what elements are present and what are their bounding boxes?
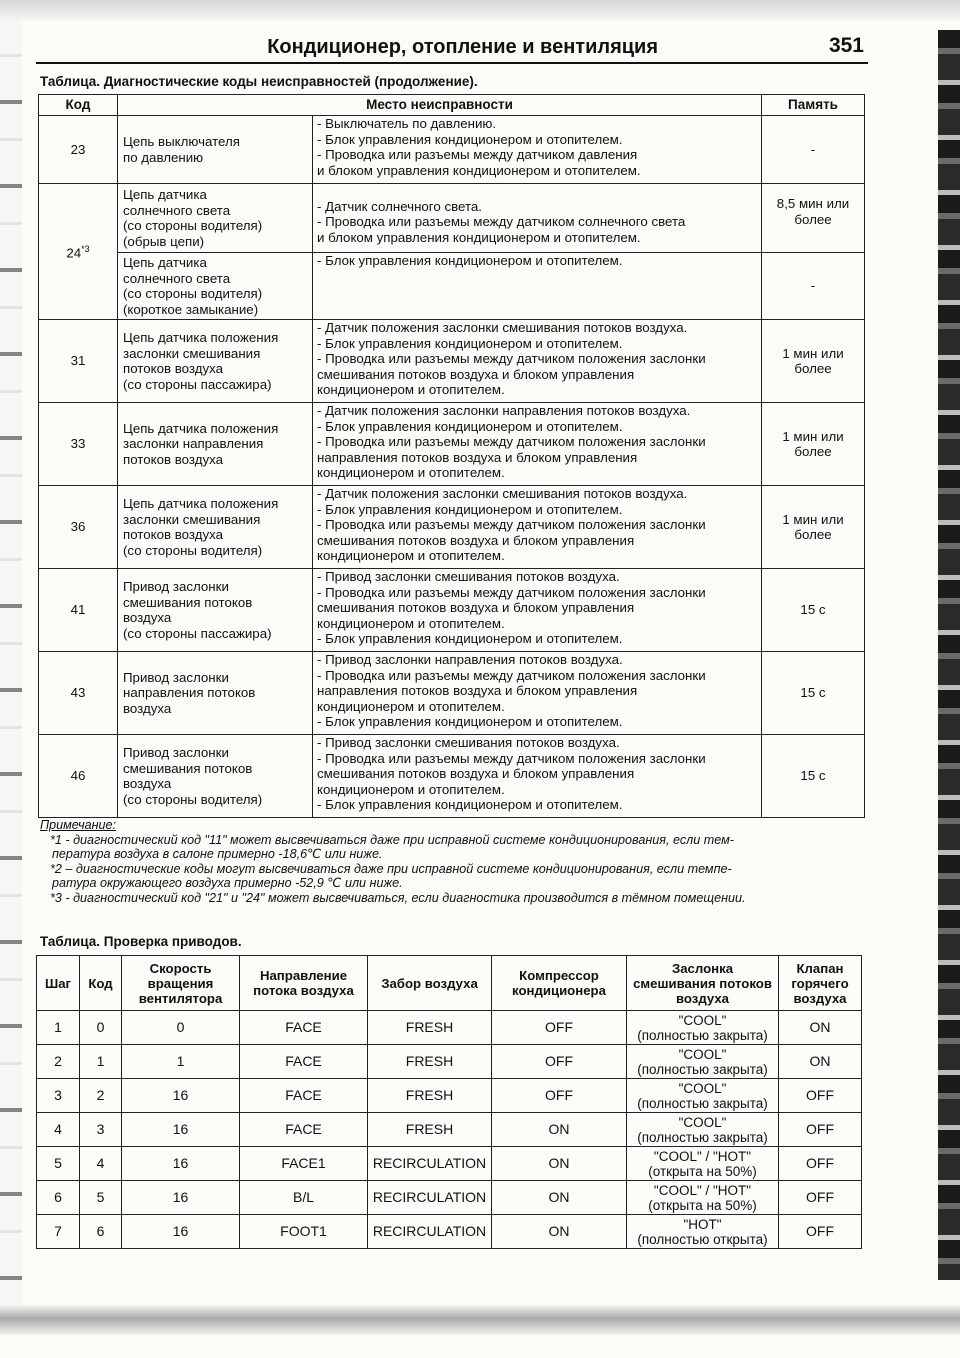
drive-compressor: ON — [492, 1181, 627, 1215]
drive-fan: 1 — [122, 1045, 240, 1079]
fault-locations — [313, 486, 762, 569]
drive-damper — [627, 1113, 779, 1147]
damper-line: "COOL" / "HOT" — [653, 1182, 752, 1198]
circuit-line: направления потоков — [123, 685, 256, 701]
location-line: кондиционером и отопителем. — [317, 465, 505, 480]
column-header: Заслонка смешивания потоков воздуха — [627, 956, 779, 1011]
fault-code — [39, 569, 118, 652]
fault-memory — [762, 403, 865, 486]
fault-circuit — [118, 569, 313, 652]
drive-row — [37, 1181, 862, 1215]
drive-damper — [627, 1215, 779, 1249]
fault-memory — [762, 486, 865, 569]
circuit-line: заслонки смешивания — [123, 511, 261, 527]
circuit-line: Цепь датчика — [123, 255, 207, 270]
drive-step: 5 — [37, 1147, 80, 1181]
circuit-line: (обрыв цепи) — [123, 233, 205, 249]
circuit-line: Цепь датчика положения — [123, 330, 279, 345]
fault-row — [39, 486, 865, 569]
drive-fan: 16 — [122, 1113, 240, 1147]
fault-row — [39, 403, 865, 486]
fault-locations — [313, 116, 762, 184]
scan-left-edge — [0, 20, 22, 1310]
memory-value: 8,5 мин или более — [776, 196, 850, 227]
memory-value: 1 мин или более — [782, 511, 844, 542]
circuit-line: смешивания потоков — [123, 760, 253, 776]
drive-intake: FRESH — [368, 1045, 492, 1079]
fault-locations — [313, 569, 762, 652]
location-line: кондиционером и отопителем. — [317, 781, 505, 797]
fault-table-header — [39, 95, 865, 116]
drive-damper — [627, 1181, 779, 1215]
column-header: Компрессор кондиционера — [492, 956, 627, 1011]
location-line: - Проводка или разъемы между датчиком положения заслонки — [317, 584, 706, 600]
drive-row — [37, 1147, 862, 1181]
location-line: кондиционером и отопителем. — [317, 698, 505, 714]
circuit-line: (со стороны водителя) — [123, 218, 263, 233]
drive-intake: FRESH — [368, 1011, 492, 1045]
location-line: - Выключатель по давлению. — [317, 116, 497, 131]
column-header: Место неисправности — [118, 95, 762, 116]
drive-flow: FACE — [240, 1045, 368, 1079]
drive-intake: RECIRCULATION — [368, 1147, 492, 1181]
fault-table-caption: Таблица. Диагностические коды неисправностей (продолжение). — [40, 74, 478, 89]
fault-code-value: 33 — [70, 436, 86, 452]
location-line: - Датчик солнечного света. — [317, 198, 483, 214]
drive-intake: FRESH — [368, 1113, 492, 1147]
circuit-line: Цепь датчика — [123, 187, 207, 202]
fault-code-value: 36 — [70, 519, 86, 535]
location-line: кондиционером и отопителем. — [317, 548, 505, 563]
location-line: и блоком управления кондиционером и отопителем. — [317, 162, 641, 178]
fault-circuit — [118, 320, 313, 403]
fault-row — [39, 253, 865, 320]
note-line: пература воздуха в салоне примерно -18,6℃ или ниже. — [52, 847, 383, 861]
page-title: Кондиционер, отопление и вентиляция — [267, 36, 658, 58]
drive-flow: B/L — [240, 1181, 368, 1215]
drive-intake: RECIRCULATION — [368, 1215, 492, 1249]
circuit-line: (со стороны водителя) — [123, 791, 263, 807]
location-line: - Блок управления кондиционером и отопителем. — [317, 797, 623, 812]
circuit-line: Цепь датчика положения — [123, 496, 279, 511]
drive-flow: FOOT1 — [240, 1215, 368, 1249]
drive-check-table — [36, 955, 862, 1249]
fault-code — [39, 735, 118, 818]
location-line: - Проводка или разъемы между датчиком давления — [317, 147, 638, 162]
circuit-line: воздуха — [123, 700, 172, 716]
scan-top-edge — [0, 0, 960, 20]
location-line: - Проводка или разъемы между датчиком положения заслонки — [317, 517, 706, 532]
drive-valve: OFF — [779, 1079, 862, 1113]
drive-step: 3 — [37, 1079, 80, 1113]
circuit-line: (со стороны водителя) — [123, 286, 263, 301]
drive-flow: FACE — [240, 1079, 368, 1113]
drive-step: 2 — [37, 1045, 80, 1079]
location-line: - Датчик положения заслонки смешивания потоков воздуха. — [317, 320, 688, 335]
fault-code-value: 46 — [70, 768, 86, 784]
drive-code: 5 — [80, 1181, 122, 1215]
circuit-line: потоков воздуха — [123, 527, 224, 542]
drive-compressor: OFF — [492, 1045, 627, 1079]
drive-step: 6 — [37, 1181, 80, 1215]
column-header: Забор воздуха — [368, 956, 492, 1011]
drive-fan: 16 — [122, 1147, 240, 1181]
fault-memory — [762, 652, 865, 735]
fault-row — [39, 569, 865, 652]
location-line: - Привод заслонки направления потоков воздуха. — [317, 652, 623, 667]
damper-line: (полностью закрыта) — [637, 1061, 768, 1077]
drive-compressor: OFF — [492, 1011, 627, 1045]
fault-circuit — [118, 486, 313, 569]
drive-damper — [627, 1147, 779, 1181]
fault-row — [39, 652, 865, 735]
damper-line: "COOL" / "HOT" — [653, 1148, 752, 1164]
circuit-line: (короткое замыкание) — [123, 301, 259, 317]
location-line: - Датчик положения заслонки смешивания потоков воздуха. — [317, 486, 688, 501]
damper-line: (полностью закрыта) — [637, 1129, 768, 1145]
fault-row — [39, 735, 865, 818]
circuit-line: солнечного света — [123, 202, 231, 218]
drive-valve: OFF — [779, 1147, 862, 1181]
location-line: - Блок управления кондиционером и отопителем. — [317, 631, 623, 646]
circuit-line: воздуха — [123, 776, 172, 791]
drive-fan: 16 — [122, 1181, 240, 1215]
drive-compressor: OFF — [492, 1079, 627, 1113]
drive-code: 3 — [80, 1113, 122, 1147]
fault-code — [39, 403, 118, 486]
notes-title: Примечание: — [40, 818, 117, 832]
damper-line: (полностью закрыта) — [637, 1095, 768, 1111]
location-line: и блоком управления кондиционером и отопителем. — [317, 229, 641, 245]
location-line: - Проводка или разъемы между датчиком солнечного света — [317, 214, 686, 230]
drive-fan: 0 — [122, 1011, 240, 1045]
drive-compressor: ON — [492, 1147, 627, 1181]
circuit-line: Привод заслонки — [123, 669, 229, 685]
location-line: смешивания потоков воздуха и блоком управления — [317, 366, 635, 382]
drive-row — [37, 1011, 862, 1045]
column-header: Память — [762, 95, 865, 116]
fault-locations — [313, 253, 762, 320]
drive-compressor: ON — [492, 1215, 627, 1249]
fault-locations — [313, 184, 762, 253]
location-line: - Блок управления кондиционером и отопителем. — [317, 335, 623, 351]
circuit-line: по давлению — [123, 149, 204, 165]
damper-line: (открыта на 50%) — [648, 1163, 757, 1179]
location-line: - Привод заслонки смешивания потоков воздуха. — [317, 569, 620, 584]
fault-circuit — [118, 184, 313, 253]
fault-code-value: 24 — [66, 245, 82, 261]
location-line: направления потоков воздуха и блоком управления — [317, 683, 638, 698]
fault-memory — [762, 116, 865, 184]
drive-code: 0 — [80, 1011, 122, 1045]
drive-step: 1 — [37, 1011, 80, 1045]
memory-value: 1 мин или более — [782, 345, 844, 376]
fault-memory — [762, 569, 865, 652]
damper-line: "COOL" — [678, 1080, 727, 1096]
location-line: смешивания потоков воздуха и блоком управления — [317, 532, 635, 548]
drive-code: 4 — [80, 1147, 122, 1181]
drive-table-header — [37, 956, 862, 1011]
drive-compressor: ON — [492, 1113, 627, 1147]
drive-step: 4 — [37, 1113, 80, 1147]
fault-code-value: 23 — [70, 141, 86, 157]
memory-value: - — [810, 141, 816, 157]
note-line: ратура окружающего воздуха примерно -52,9 ℃ или ниже. — [52, 876, 403, 890]
drive-row — [37, 1215, 862, 1249]
column-header: Шаг — [37, 956, 80, 1011]
drive-table-caption: Таблица. Проверка приводов. — [40, 934, 242, 949]
fault-code — [39, 184, 118, 320]
location-line: кондиционером и отопителем. — [317, 615, 505, 631]
notes-block — [40, 818, 865, 905]
drive-fan: 16 — [122, 1079, 240, 1113]
location-line: кондиционером и отопителем. — [317, 382, 505, 397]
fault-circuit — [118, 253, 313, 320]
circuit-line: смешивания потоков — [123, 594, 253, 610]
damper-line: (полностью открыта) — [637, 1231, 768, 1247]
fault-code-value: 31 — [70, 353, 86, 369]
circuit-line: Цепь выключателя — [123, 134, 240, 149]
location-line: - Проводка или разъемы между датчиком положения заслонки — [317, 351, 706, 366]
circuit-line: Привод заслонки — [123, 745, 229, 760]
circuit-line: (со стороны водителя) — [123, 542, 263, 558]
location-line: - Блок управления кондиционером и отопителем. — [317, 253, 623, 268]
fault-circuit — [118, 735, 313, 818]
location-line: - Блок управления кондиционером и отопителем. — [317, 714, 623, 729]
circuit-line: (со стороны пассажира) — [123, 376, 272, 392]
fault-codes-table — [38, 94, 865, 818]
circuit-line: Привод заслонки — [123, 579, 229, 594]
circuit-line: заслонки направления — [123, 436, 264, 452]
fault-row — [39, 184, 865, 253]
drive-code: 2 — [80, 1079, 122, 1113]
location-line: - Проводка или разъемы между датчиком положения заслонки — [317, 667, 706, 683]
damper-line: "COOL" — [678, 1012, 727, 1028]
location-line: смешивания потоков воздуха и блоком управления — [317, 600, 635, 615]
note-line: *2 – диагностические коды могут высвечиваться даже при исправной системе кондиционирования, если темпе- — [50, 861, 732, 876]
page-number: 351 — [828, 34, 864, 57]
memory-value: 15 с — [800, 685, 826, 701]
circuit-line: (со стороны пассажира) — [123, 625, 272, 641]
column-header: Код — [80, 956, 122, 1011]
damper-line: (полностью закрыта) — [637, 1027, 768, 1043]
drive-valve: OFF — [779, 1113, 862, 1147]
fault-memory — [762, 184, 865, 253]
memory-value: 15 с — [800, 602, 826, 618]
fault-memory — [762, 320, 865, 403]
damper-line: "COOL" — [678, 1114, 727, 1130]
scan-right-edge — [938, 30, 960, 1280]
drive-code: 1 — [80, 1045, 122, 1079]
circuit-line: солнечного света — [123, 270, 231, 286]
fault-code — [39, 652, 118, 735]
fault-memory — [762, 253, 865, 320]
fault-code-value: 41 — [70, 602, 86, 618]
fault-circuit — [118, 403, 313, 486]
page-header — [36, 32, 868, 64]
circuit-line: потоков воздуха — [123, 451, 224, 467]
drive-valve: OFF — [779, 1181, 862, 1215]
drive-code: 6 — [80, 1215, 122, 1249]
drive-flow: FACE — [240, 1113, 368, 1147]
memory-value: - — [810, 278, 816, 294]
location-line: - Блок управления кондиционером и отопителем. — [317, 418, 623, 434]
fault-row — [39, 116, 865, 184]
drive-damper — [627, 1045, 779, 1079]
note-line: *1 - диагностический код "11" может высвечиваться даже при исправной системе кондиционирования, если тем- — [50, 832, 734, 847]
drive-intake: FRESH — [368, 1079, 492, 1113]
fault-circuit — [118, 652, 313, 735]
fault-circuit — [118, 116, 313, 184]
damper-line: "HOT" — [683, 1216, 722, 1232]
location-line: смешивания потоков воздуха и блоком управления — [317, 766, 635, 781]
circuit-line: Цепь датчика положения — [123, 420, 279, 436]
damper-line: (открыта на 50%) — [648, 1197, 757, 1213]
location-line: - Привод заслонки смешивания потоков воздуха. — [317, 735, 620, 750]
drive-row — [37, 1045, 862, 1079]
drive-step: 7 — [37, 1215, 80, 1249]
fault-code — [39, 320, 118, 403]
damper-line: "COOL" — [678, 1046, 727, 1062]
drive-fan: 16 — [122, 1215, 240, 1249]
circuit-line: потоков воздуха — [123, 361, 224, 376]
fault-locations — [313, 735, 762, 818]
column-header: Клапан горячего воздуха — [779, 956, 862, 1011]
note-line: *3 - диагностический код "21" и "24" может высвечиваться, если диагностика производится в тёмном помещении. — [50, 890, 746, 905]
circuit-line: воздуха — [123, 610, 172, 625]
scan-bottom-edge — [0, 1305, 960, 1335]
drive-valve: ON — [779, 1011, 862, 1045]
memory-value: 1 мин или более — [782, 428, 844, 459]
drive-valve: OFF — [779, 1215, 862, 1249]
fault-row — [39, 320, 865, 403]
drive-row — [37, 1079, 862, 1113]
drive-valve: ON — [779, 1045, 862, 1079]
fault-locations — [313, 403, 762, 486]
location-line: - Проводка или разъемы между датчиком положения заслонки — [317, 434, 706, 449]
location-line: направления потоков воздуха и блоком управления — [317, 449, 638, 465]
fault-locations — [313, 652, 762, 735]
fault-memory — [762, 735, 865, 818]
drive-damper — [627, 1079, 779, 1113]
drive-row — [37, 1113, 862, 1147]
location-line: - Блок управления кондиционером и отопителем. — [317, 131, 623, 147]
location-line: - Проводка или разъемы между датчиком положения заслонки — [317, 750, 706, 766]
column-header: Код — [39, 95, 118, 116]
fault-code-footnote: *3 — [81, 244, 90, 255]
drive-intake: RECIRCULATION — [368, 1181, 492, 1215]
memory-value: 15 с — [800, 768, 826, 784]
location-line: - Датчик положения заслонки направления потоков воздуха. — [317, 403, 691, 418]
fault-code-value: 43 — [70, 685, 86, 701]
drive-flow: FACE — [240, 1011, 368, 1045]
fault-locations — [313, 320, 762, 403]
fault-code — [39, 486, 118, 569]
fault-code — [39, 116, 118, 184]
drive-damper — [627, 1011, 779, 1045]
location-line: - Блок управления кондиционером и отопителем. — [317, 501, 623, 517]
circuit-line: заслонки смешивания — [123, 345, 261, 361]
column-header: Направление потока воздуха — [240, 956, 368, 1011]
drive-flow: FACE1 — [240, 1147, 368, 1181]
column-header: Скорость вращения вентилятора — [122, 956, 240, 1011]
